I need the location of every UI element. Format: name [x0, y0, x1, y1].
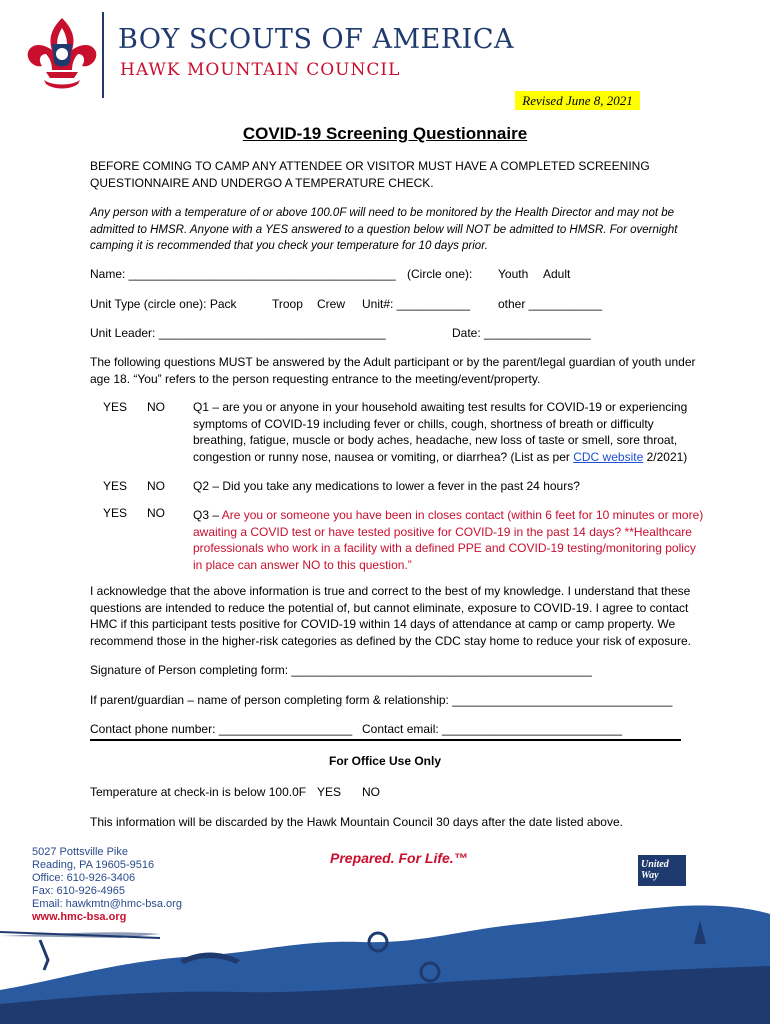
org-name: BOY SCOUTS OF AMERICA: [118, 24, 514, 55]
header-divider: [102, 12, 104, 98]
office-use-heading: For Office Use Only: [328, 754, 442, 768]
temperature-notice: Any person with a temperature of or above 100.0F will need to be monitored by the Health Director and may not be admitted to HMSR. Anyone with a YES answered to a question below will NOT be admitted to HMSR. For overnight camping it is recommended that you check your temperature for 10 days prior.: [90, 207, 678, 252]
revised-date: Revised June 8, 2021: [515, 91, 640, 110]
q2-text: Q2 – Did you take any medications to lower a fever in the past 24 hours?: [193, 479, 580, 493]
q2-yes[interactable]: YES: [103, 479, 128, 493]
temp-no[interactable]: NO: [362, 785, 380, 799]
name-field[interactable]: Name: ________________________________________: [90, 267, 396, 281]
date-field[interactable]: Date: ________________: [452, 326, 591, 340]
unit-leader-field[interactable]: Unit Leader: __________________________________: [90, 326, 386, 340]
temp-yes[interactable]: YES: [317, 785, 342, 799]
temperature-check-label: Temperature at check-in is below 100.0F: [90, 785, 307, 799]
unit-type-pack[interactable]: Unit Type (circle one): Pack: [90, 297, 237, 311]
q2-no[interactable]: NO: [147, 479, 165, 493]
circle-one-label: (Circle one):: [407, 267, 473, 281]
q1-yes[interactable]: YES: [103, 400, 128, 414]
guardian-field[interactable]: If parent/guardian – name of person completing form & relationship: _________________________________: [90, 693, 673, 707]
q3-text: Q3 – Are you or someone you have been in closes contact (within 6 feet for 10 minutes or more) awaiting a COVID test or have tested positive for COVID-19 in the past 14 days? **Healthcare professionals who work in a facility with a defined PPE and COVID-19 testing/monitoring policy in place can answer NO to this question.”: [193, 508, 704, 572]
unit-number-field[interactable]: Unit#: ___________: [362, 297, 471, 311]
council-address: 5027 Pottsville Pike Reading, PA 19605-9516 Office: 610-926-3406 Fax: 610-926-4965 Email: hawkmtn@hmc-bsa.org www.hmc-bsa.org: [32, 846, 182, 923]
tagline: Prepared. For Life.™: [330, 850, 468, 866]
united-way-logo: United Way: [638, 855, 686, 886]
bsa-fleur-de-lis-logo: [22, 14, 102, 98]
page-title: COVID-19 Screening Questionnaire: [242, 124, 528, 143]
contact-email-field[interactable]: Contact email: ___________________________: [362, 722, 623, 736]
q3-no[interactable]: NO: [147, 506, 165, 520]
q1-text: Q1 – are you or anyone in your household awaiting test results for COVID-19 or experiencing symptoms of COVID-19 including fever or chills, cough, shortness of breath or difficulty breathing, fatigue, muscle or body aches, headache, new loss of taste or smell, sore throat, congestion or runny nose, nausea or vomiting, or diarrhea? (List as per CDC website 2/2021): [193, 400, 688, 464]
website-link[interactable]: www.hmc-bsa.org: [32, 911, 127, 923]
outdoor-activities-illustration: [0, 900, 770, 1024]
adult-option[interactable]: Adult: [543, 267, 571, 281]
troop-option[interactable]: Troop: [272, 297, 303, 311]
instructions: The following questions MUST be answered by the Adult participant or by the parent/legal guardian of youth under age 18. “You” refers to the person requesting entrance to the meeting/event/property.: [90, 355, 696, 386]
cdc-website-link[interactable]: CDC website: [573, 449, 644, 464]
crew-option[interactable]: Crew: [317, 297, 346, 311]
acknowledgement: I acknowledge that the above information is true and correct to the best of my knowledge. I understand that these questions are intended to reduce the potential of, but cannot eliminate, exposure to COVID-19. I agree to contact HMC if this participant tests positive for COVID-19 within 14 days of attendance at camp or camp property. We recommend those in the higher-risk categories as defined by the CDC stay home to reduce your risk of exposure.: [90, 584, 691, 648]
intro-text: BEFORE COMING TO CAMP ANY ATTENDEE OR VISITOR MUST HAVE A COMPLETED SCREENING QUESTIONNAIRE AND UNDERGO A TEMPERATURE CHECK.: [90, 159, 650, 190]
other-field[interactable]: other ___________: [498, 297, 603, 311]
divider-line: [90, 739, 681, 741]
q1-no[interactable]: NO: [147, 400, 165, 414]
signature-field[interactable]: Signature of Person completing form: _____________________________________________: [90, 663, 592, 677]
council-name: HAWK MOUNTAIN COUNCIL: [120, 60, 401, 80]
contact-phone-field[interactable]: Contact phone number: ____________________: [90, 722, 353, 736]
q3-yes[interactable]: YES: [103, 506, 128, 520]
discard-notice: This information will be discarded by the Hawk Mountain Council 30 days after the date listed above.: [90, 815, 623, 829]
youth-option[interactable]: Youth: [498, 267, 529, 281]
